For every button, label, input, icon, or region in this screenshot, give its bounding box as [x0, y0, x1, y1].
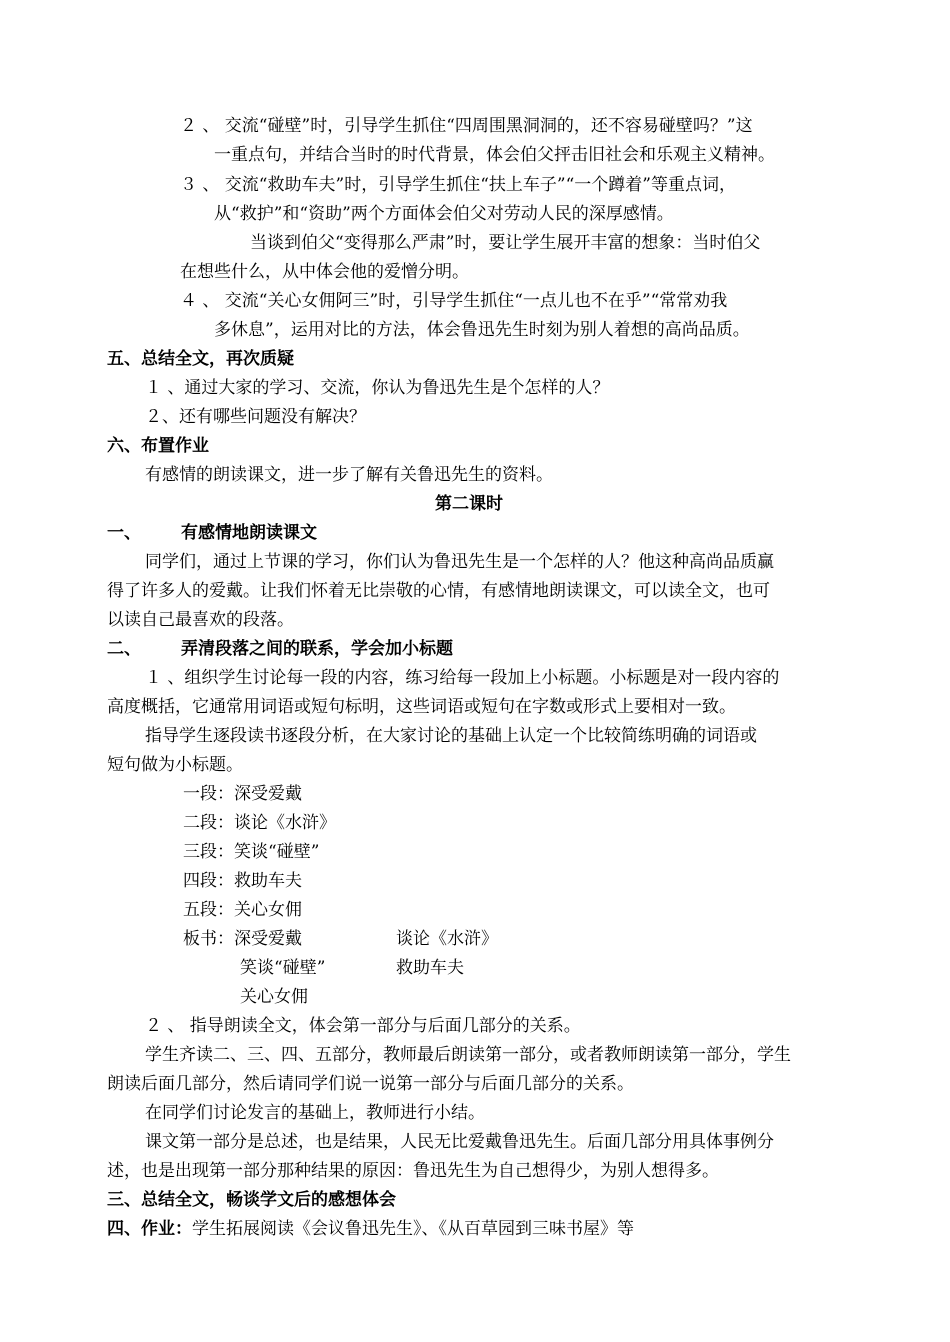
- para-intro-cont-1: 得了许多人的爱戴。让我们怀着无比崇敬的心情，有感情地朗读课文，可以读全文，也可: [107, 581, 770, 601]
- blackboard-row-1-left: 板书：深受爱戴: [183, 929, 302, 949]
- heading-part-2: [107, 638, 453, 660]
- subtitle-item-4: 四段：救助车夫: [183, 871, 302, 891]
- para-step-2: ２ 、 交流“碰壁”时，引导学生抓住“四周围黑洞洞的，还不容易碰壁吗？”这: [180, 116, 753, 136]
- heading-part-3: 三、总结全文，畅谈学文后的感想体会: [107, 1190, 396, 1210]
- para-imagine-cont: 在想些什么，从中体会他的爱憎分明。: [180, 262, 469, 282]
- para-step-4-cont: 多休息”，运用对比的方法，体会鲁迅先生时刻为别人着想的高尚品质。: [214, 320, 750, 340]
- heading-section-5: 五、总结全文，再次质疑: [107, 349, 294, 369]
- para-subtitles: １ 、组织学生讨论每一段的内容，练习给每一段加上小标题。小标题是对一段内容的: [145, 668, 780, 688]
- para-step-3-cont: 从“救护”和“资助”两个方面体会伯父对劳动人民的深厚感情。: [214, 204, 674, 224]
- para-step-2-cont: 一重点句，并结合当时的时代背景，体会伯父抨击旧社会和乐观主义精神。: [214, 145, 775, 165]
- para-reading: 学生齐读二、三、四、五部分，教师最后朗读第一部分，或者教师朗读第一部分，学生: [145, 1045, 791, 1065]
- heading-part-1-number: 一、: [107, 523, 141, 543]
- heading-part-1-text: 有感情地朗读课文: [181, 523, 317, 543]
- para-summary-intro: 在同学们讨论发言的基础上，教师进行小结。: [145, 1103, 485, 1123]
- heading-part-2-number: 二、: [107, 639, 141, 659]
- para-summary-cont: 述，也是出现第一部分那种结果的原因：鲁迅先生为自己想得少，为别人想得多。: [107, 1161, 719, 1181]
- question-1: １ 、通过大家的学习、交流，你认为鲁迅先生是个怎样的人？: [145, 378, 610, 398]
- heading-part-4-label: 四、作业：: [107, 1219, 192, 1239]
- para-step-3: ３ 、 交流“救助车夫”时，引导学生抓住“扶上车子”“一个蹲着”等重点词，: [180, 175, 736, 195]
- blackboard-row-2-right: 救助车夫: [396, 958, 464, 978]
- para-intro: 同学们，通过上节课的学习，你们认为鲁迅先生是一个怎样的人？他这种高尚品质赢: [145, 552, 774, 572]
- para-summary: 课文第一部分是总述，也是结果，人民无比爱戴鲁迅先生。后面几部分用具体事例分: [145, 1132, 774, 1152]
- para-subtitles-cont: 高度概括，它通常用词语或短句标明，这些词语或短句在字数或形式上要相对一致。: [107, 697, 736, 717]
- subtitle-item-5: 五段：关心女佣: [183, 900, 302, 920]
- blackboard-row-3: 关心女佣: [240, 987, 308, 1007]
- subtitle-item-1: 一段：深受爱戴: [183, 784, 302, 804]
- para-reading-cont: 朗读后面几部分，然后请同学们说一说第一部分与后面几部分的关系。: [107, 1074, 634, 1094]
- homework-text: 有感情的朗读课文，进一步了解有关鲁迅先生的资料。: [145, 465, 553, 485]
- heading-part-4: [107, 1218, 634, 1240]
- heading-part-2-text: 弄清段落之间的联系，学会加小标题: [181, 639, 453, 659]
- heading-part-1: [107, 522, 317, 544]
- para-step-read: ２ 、 指导朗读全文，体会第一部分与后面几部分的关系。: [145, 1016, 581, 1036]
- para-guide: 指导学生逐段读书逐段分析，在大家讨论的基础上认定一个比较简练明确的词语或: [145, 726, 757, 746]
- lesson-2-title: 第二课时: [435, 494, 503, 514]
- para-intro-cont-2: 以读自己最喜欢的段落。: [107, 610, 294, 630]
- blackboard-row-2-left: 笑谈“碰壁”: [240, 958, 326, 978]
- heading-part-4-text: 学生拓展阅读《会议鲁迅先生》、《从百草园到三味书屋》等: [192, 1219, 634, 1239]
- para-step-4: ４ 、 交流“关心女佣阿三”时，引导学生抓住“一点儿也不在乎”“常常劝我: [180, 291, 728, 311]
- para-imagine: 当谈到伯父“变得那么严肃”时，要让学生展开丰富的想象：当时伯父: [250, 233, 761, 253]
- para-guide-cont: 短句做为小标题。: [107, 755, 243, 775]
- blackboard-row-1-right: 谈论《水浒》: [396, 929, 498, 949]
- heading-section-6: 六、布置作业: [107, 436, 209, 456]
- subtitle-item-3: 三段：笑谈“碰壁”: [183, 842, 320, 862]
- question-2: ２、还有哪些问题没有解决？: [145, 407, 366, 427]
- subtitle-item-2: 二段：谈论《水浒》: [183, 813, 336, 833]
